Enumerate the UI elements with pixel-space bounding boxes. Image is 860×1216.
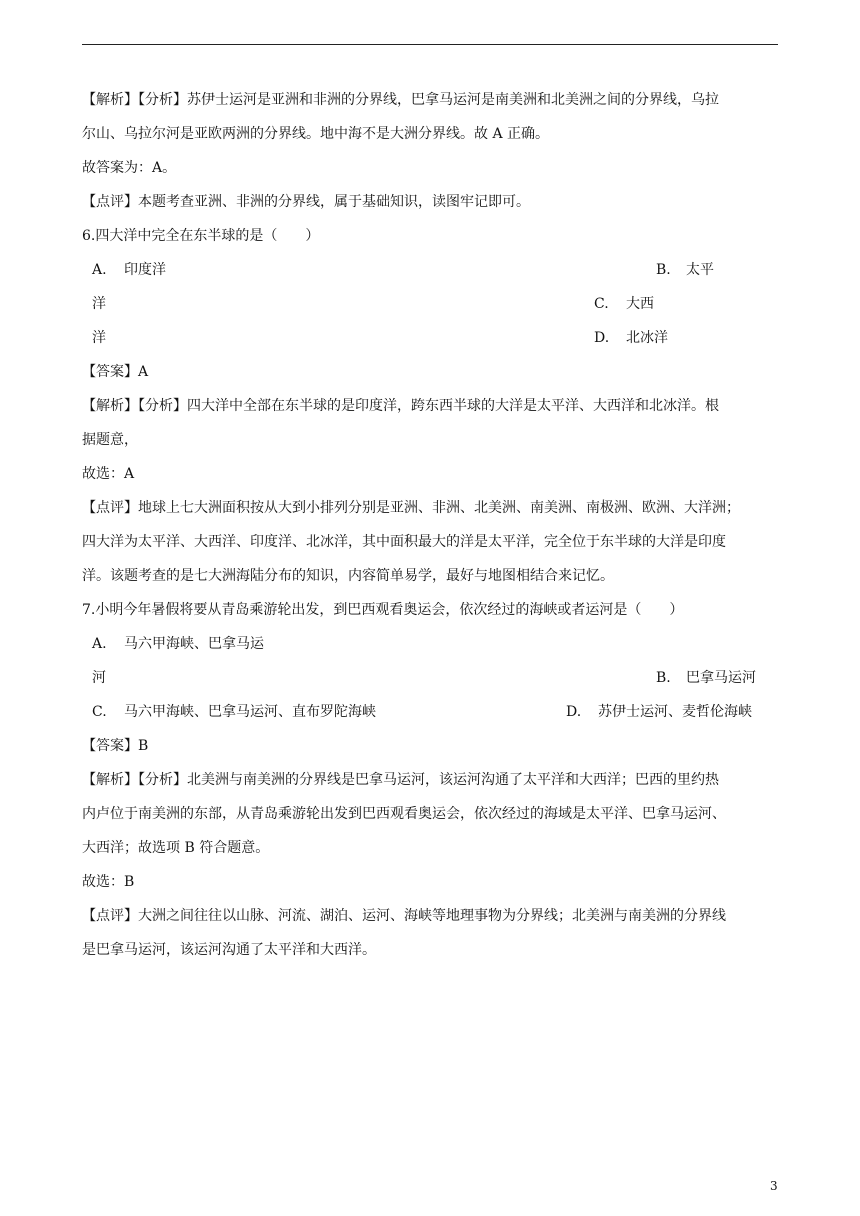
q7-option-d-text: 苏伊士运河、麦哲伦海峡: [598, 704, 752, 720]
q6-comment-line-2: 四大洋为太平洋、大西洋、印度洋、北冰洋，其中面积最大的洋是太平洋，完全位于东半球的大洋是印度: [82, 534, 726, 550]
q7-option-d-label: D.: [566, 704, 582, 720]
q7-option-c-text: 马六甲海峡、巴拿马运河、直布罗陀海峡: [124, 704, 376, 720]
q6-stem: 6.四大洋中完全在东半球的是（ ）: [82, 228, 320, 244]
q6-option-b-label: B.: [656, 262, 671, 278]
q6-option-a-label: A.: [92, 262, 107, 278]
q6-option-c-text: 大西: [626, 296, 654, 312]
q6-analysis-line-1: 【解析】【分析】四大洋中全部在东半球的是印度洋，跨东西半球的大洋是太平洋、大西洋和北冰洋。根: [82, 398, 719, 414]
q5-comment: 【点评】本题考查亚洲、非洲的分界线，属于基础知识，读图牢记即可。: [82, 194, 530, 210]
q5-analysis-line-1: 【解析】【分析】苏伊士运河是亚洲和非洲的分界线，巴拿马运河是南美洲和北美洲之间的分界线，乌拉: [82, 92, 719, 108]
q7-option-b-text: 巴拿马运河: [686, 670, 756, 686]
q7-option-b-label: B.: [656, 670, 671, 686]
q7-comment-line-2: 是巴拿马运河，该运河沟通了太平洋和大西洋。: [82, 942, 376, 958]
q6-option-d-text: 北冰洋: [626, 330, 668, 346]
q7-answer: 【答案】B: [82, 738, 149, 754]
q6-comment-line-3: 洋。该题考查的是七大洲海陆分布的知识，内容简单易学，最好与地图相结合来记忆。: [82, 568, 614, 584]
q7-analysis-line-1: 【解析】【分析】北美洲与南美洲的分界线是巴拿马运河，该运河沟通了太平洋和大西洋；巴西的里约热: [82, 772, 719, 788]
q7-choice: 故选：B: [82, 874, 135, 890]
q6-choice: 故选：A: [82, 466, 135, 482]
q7-option-a-wrap: 河: [92, 670, 106, 686]
q7-option-a-text: 马六甲海峡、巴拿马运: [124, 636, 264, 652]
q6-option-a-text: 印度洋: [124, 262, 166, 278]
q7-comment-line-1: 【点评】大洲之间往往以山脉、河流、湖泊、运河、海峡等地理事物为分界线；北美洲与南美洲的分界线: [82, 908, 726, 924]
q7-option-a-label: A.: [92, 636, 107, 652]
q7-analysis-line-2: 内卢位于南美洲的东部，从青岛乘游轮出发到巴西观看奥运会，依次经过的海域是太平洋、巴拿马运河、: [82, 806, 726, 822]
page-number: 3: [770, 1179, 778, 1193]
q7-stem: 7.小明今年暑假将要从青岛乘游轮出发，到巴西观看奥运会，依次经过的海峡或者运河是（ ）: [82, 602, 684, 618]
q5-answer-line: 故答案为：A。: [82, 160, 177, 176]
q7-option-c-label: C.: [92, 704, 107, 720]
q6-option-d-label: D.: [594, 330, 610, 346]
q7-analysis-line-3: 大西洋；故选项 B 符合题意。: [82, 840, 270, 856]
q5-analysis-line-2: 尔山、乌拉尔河是亚欧两洲的分界线。地中海不是大洲分界线。故 A 正确。: [82, 126, 550, 142]
q6-option-c-wrap: 洋: [92, 330, 106, 346]
q6-option-b-wrap: 洋: [92, 296, 106, 312]
q6-option-c-label: C.: [594, 296, 609, 312]
header-rule: [82, 44, 778, 45]
q6-comment-line-1: 【点评】地球上七大洲面积按从大到小排列分别是亚洲、非洲、北美洲、南美洲、南极洲、欧洲、大洋洲；: [82, 500, 740, 516]
q6-answer: 【答案】A: [82, 364, 149, 380]
q6-option-b-text: 太平: [686, 262, 714, 278]
q6-analysis-line-2: 据题意，: [82, 432, 138, 448]
